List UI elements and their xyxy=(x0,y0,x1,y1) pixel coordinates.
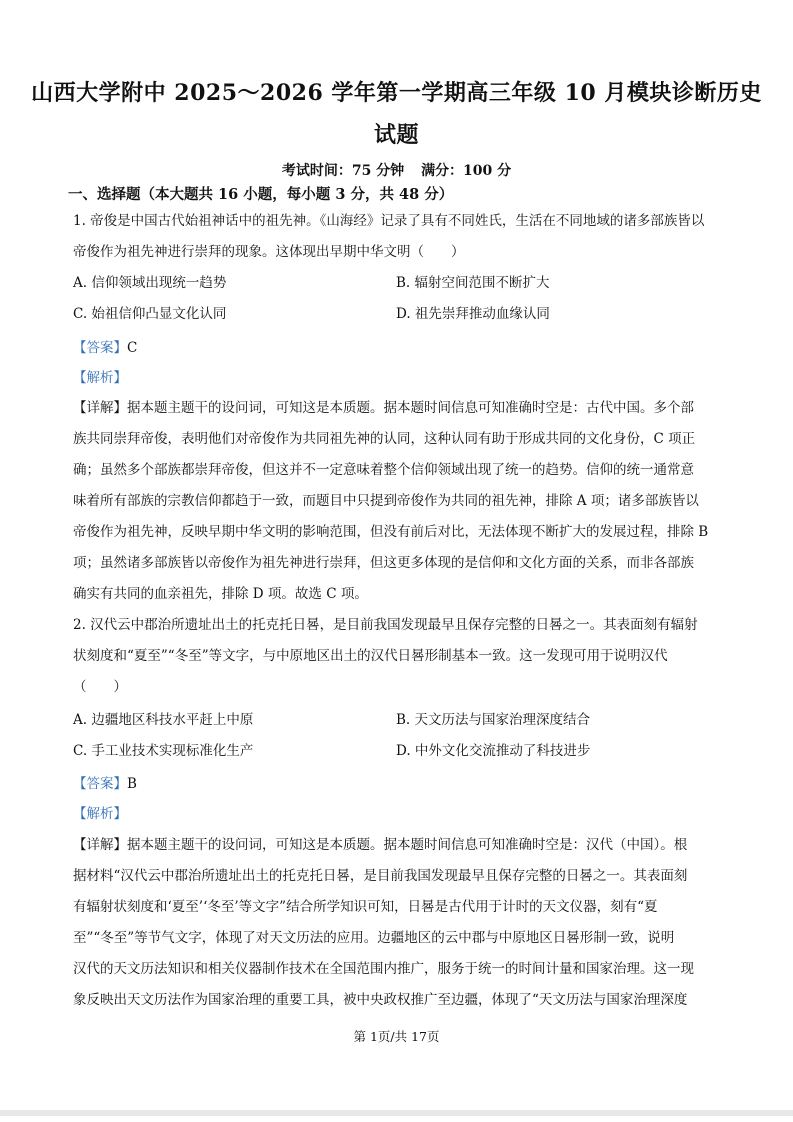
q2-detail-line: 汉代的天文历法知识和相关仪器制作技术在全国范围内推广，服务于统一的时间计量和国家治理。这一现 xyxy=(73,961,694,977)
q2-option-c: C. 手工业技术实现标准化生产 xyxy=(73,743,254,759)
exam-time: 考试时间：75 分钟 xyxy=(281,163,405,179)
answer-label: 【答案】 xyxy=(73,340,127,356)
q1-detail-line: 族共同崇拜帝俊，表明他们对帝俊作为共同祖先神的认同，这种认同有助于形成共同的文化身份，C 项正 xyxy=(73,431,696,447)
q1-analysis-label xyxy=(73,368,127,388)
q1-answer-value: C xyxy=(127,340,138,356)
q1-option-d: D. 祖先崇拜推动血缘认同 xyxy=(396,306,550,322)
q1-detail-line: 确实有共同的血亲祖先，排除 D 项。故选 C 项。 xyxy=(73,586,368,602)
section-heading: 一、选择题（本大题共 16 小题，每小题 3 分，共 48 分） xyxy=(68,186,454,203)
q1-stem-line: 1. 帝俊是中国古代始祖神话中的祖先神。《山海经》记录了具有不同姓氏，生活在不同地域的诸多部族皆以 xyxy=(73,213,705,229)
q2-stem-line: （ ） xyxy=(73,679,127,695)
exam-meta xyxy=(0,160,793,180)
q2-option-a: A. 边疆地区科技水平赶上中原 xyxy=(73,712,254,728)
q1-option-a: A. 信仰领域出现统一趋势 xyxy=(73,275,227,291)
q1-stem-line: 帝俊作为祖先神进行崇拜的现象。这体现出早期中华文明（ ） xyxy=(73,244,465,260)
q2-detail-line: 至”“冬至”等节气文字，体现了对天文历法的应用。边疆地区的云中郡与中原地区日晷形制一致，说明 xyxy=(73,930,675,946)
q2-detail-line: 据材料“汉代云中郡治所遗址出土的托克托日晷，是目前我国发现最早且保存完整的日晷之一。其表面刻 xyxy=(73,868,688,884)
q2-option-b: B. 天文历法与国家治理深度结合 xyxy=(396,712,591,728)
q1-detail-line: 项；虽然诸多部族皆以帝俊作为祖先神进行崇拜，但这更多体现的是信仰和文化方面的关系，而非各部族 xyxy=(73,555,694,571)
page-title-line-1: 山西大学附中 2025～2026 学年第一学期高三年级 10 月模块诊断历史 xyxy=(31,80,762,106)
analysis-label: 【解析】 xyxy=(73,370,127,386)
page-footer: 第 1页/共 17页 xyxy=(353,1029,440,1044)
q2-detail-line: 象反映出天文历法作为国家治理的重要工具，被中央政权推广至边疆，体现了“天文历法与国家治理深度 xyxy=(73,992,688,1008)
detail-label: 【详解】 xyxy=(73,837,127,853)
q2-stem-line: 状刻度和“夏至”“冬至”等文字，与中原地区出土的汉代日晷形制基本一致。这一发现可用于说明汉代 xyxy=(73,648,668,664)
q1-detail-line xyxy=(73,398,725,418)
detail-label: 【详解】 xyxy=(73,400,127,416)
q1-detail-line: 帝俊作为祖先神，反映早期中华文明的影响范围，但没有前后对比，无法体现不断扩大的发展过程，排除 B xyxy=(73,524,709,540)
q1-detail-line: 确；虽然多个部族都崇拜帝俊，但这并不一定意味着整个信仰领域出现了统一的趋势。信仰的统一通常意 xyxy=(73,462,694,478)
answer-label: 【答案】 xyxy=(73,776,127,792)
q2-analysis-label xyxy=(73,804,127,824)
q1-detail-line: 味着所有部族的宗教信仰都趋于一致，而题目中只提到帝俊作为共同的祖先神，排除 A 项；诸多部族皆以 xyxy=(73,493,699,509)
q2-stem-line: 2. 汉代云中郡治所遗址出土的托克托日晷，是目前我国发现最早且保存完整的日晷之一。其表面刻有辐射 xyxy=(73,617,698,633)
q1-option-c: C. 始祖信仰凸显文化认同 xyxy=(73,306,227,322)
analysis-label: 【解析】 xyxy=(73,806,127,822)
page-bottom-edge xyxy=(0,1110,793,1116)
q2-answer xyxy=(73,774,137,794)
q2-detail-first: 据本题主题干的设问词，可知这是本质题。据本题时间信息可知准确时空是：汉代（中国）。根 xyxy=(127,837,688,853)
page-title-line-2: 试题 xyxy=(373,122,419,148)
exam-score: 满分：100 分 xyxy=(421,163,512,179)
q2-option-d: D. 中外文化交流推动了科技进步 xyxy=(396,743,591,759)
q1-detail-first: 据本题主题干的设问词，可知这是本质题。据本题时间信息可知准确时空是：古代中国。多个部 xyxy=(127,400,694,416)
q2-answer-value: B xyxy=(127,776,137,792)
q1-option-b: B. 辐射空间范围不断扩大 xyxy=(396,275,550,291)
q2-detail-line xyxy=(73,835,725,855)
q1-answer xyxy=(73,338,137,358)
q2-detail-line: 有辐射状刻度和‘夏至’‘冬至’等文字”结合所学知识可知，日晷是古代用于计时的天文仪器，刻有“夏 xyxy=(73,899,658,915)
